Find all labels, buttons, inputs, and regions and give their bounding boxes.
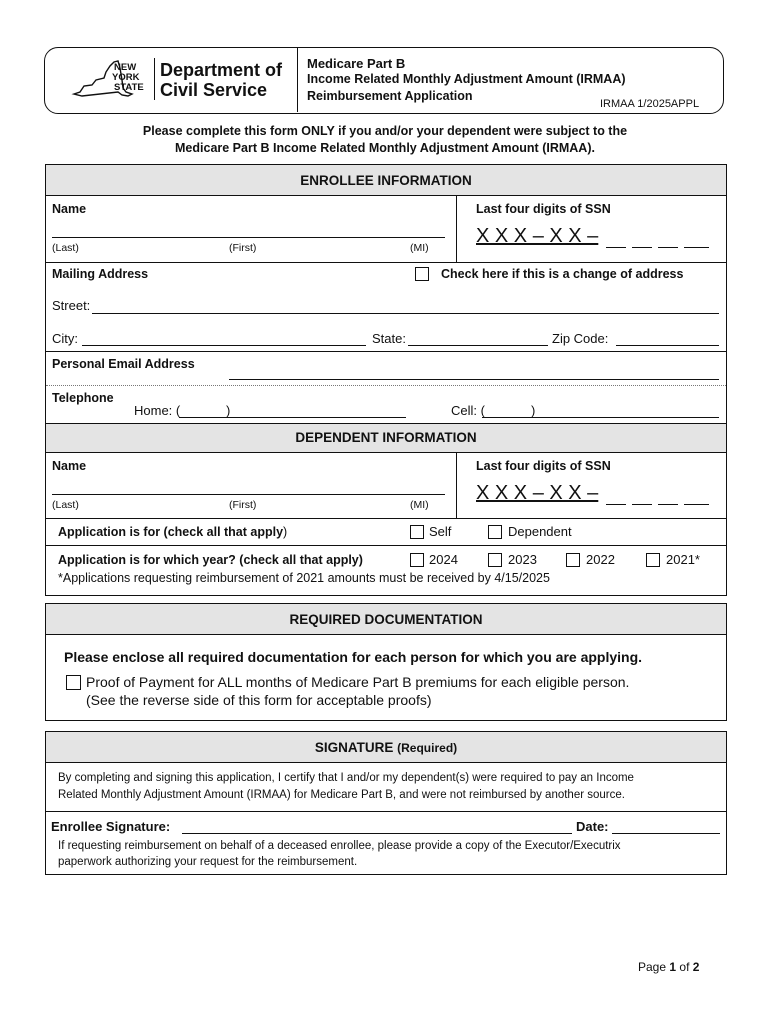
dependent-ssn-digit-3[interactable] bbox=[658, 504, 678, 505]
dependent-ssn-digit-4[interactable] bbox=[684, 504, 709, 505]
proof-of-payment-line1: Proof of Payment for ALL months of Medicare Part B premiums for each eligible person. bbox=[86, 674, 630, 690]
certify-line2: Related Monthly Adjustment Amount (IRMAA) for Medicare Part B, and were not reimbursed by another source. bbox=[58, 789, 625, 801]
dependent-mi-caption: (MI) bbox=[410, 499, 429, 511]
page-current: 1 bbox=[669, 960, 677, 974]
date-label: Date: bbox=[576, 819, 609, 834]
enrollee-ssn-divider bbox=[456, 195, 457, 262]
change-of-address-label: Check here if this is a change of address bbox=[441, 267, 684, 281]
dependent-header bbox=[46, 423, 726, 453]
form-code: IRMAA 1/2025APPL bbox=[600, 98, 700, 110]
dependent-ssn-label: Last four digits of SSN bbox=[476, 459, 611, 473]
cell-phone-label: Cell: ( bbox=[451, 403, 485, 418]
email-field[interactable] bbox=[229, 379, 719, 380]
year-2022-checkbox[interactable] bbox=[566, 553, 580, 567]
state-field[interactable] bbox=[408, 345, 548, 346]
enrollee-ssn-digit-4[interactable] bbox=[684, 247, 709, 248]
dependent-ssn-digit-1[interactable] bbox=[606, 504, 626, 505]
form-subtitle-2: Reimbursement Application bbox=[307, 89, 473, 103]
page-of: of bbox=[679, 960, 690, 974]
email-row-bottom bbox=[46, 385, 726, 386]
year-2023-checkbox[interactable] bbox=[488, 553, 502, 567]
proof-of-payment-line2: (See the reverse side of this form for acceptable proofs) bbox=[86, 692, 432, 708]
dependent-ssn-divider bbox=[456, 452, 457, 518]
date-field[interactable] bbox=[612, 833, 720, 834]
application-for-label bbox=[58, 525, 287, 539]
enrollee-name-row-bottom bbox=[46, 262, 726, 263]
enrollee-signature-label: Enrollee Signature: bbox=[51, 819, 171, 834]
logo-state: STATE bbox=[114, 82, 144, 93]
enrollee-ssn-digit-3[interactable] bbox=[658, 247, 678, 248]
deceased-note-line1: If requesting reimbursement on behalf of a deceased enrollee, please provide a copy of the Executor/Executrix bbox=[58, 840, 621, 852]
agency-name-line1: Department of bbox=[160, 60, 283, 80]
year-2023-label: 2023 bbox=[508, 552, 537, 567]
year-2022-label: 2022 bbox=[586, 552, 615, 567]
street-field[interactable] bbox=[92, 313, 719, 314]
email-label: Personal Email Address bbox=[52, 357, 195, 371]
home-phone-close: ) bbox=[226, 403, 231, 418]
enrollee-name-label: Name bbox=[52, 202, 87, 216]
city-row-bottom bbox=[46, 351, 726, 352]
enrollee-ssn-digit-1[interactable] bbox=[606, 247, 626, 248]
self-label: Self bbox=[429, 524, 452, 539]
intro-line-1: Please complete this form ONLY if you and/or your dependent were subject to the bbox=[142, 124, 628, 138]
signature-title bbox=[46, 740, 726, 755]
deceased-note-line2: paperwork authorizing your request for the reimbursement. bbox=[58, 856, 358, 868]
year-2021-label: 2021* bbox=[666, 552, 700, 567]
zip-label: Zip Code: bbox=[552, 331, 609, 346]
logo-new: NEW bbox=[114, 62, 137, 73]
page-number bbox=[638, 960, 699, 974]
cell-phone-field[interactable] bbox=[482, 417, 719, 418]
state-label: State: bbox=[372, 331, 406, 346]
year-2024-checkbox[interactable] bbox=[410, 553, 424, 567]
enrollee-name-field[interactable] bbox=[52, 237, 445, 238]
application-for-close: ) bbox=[283, 525, 288, 539]
enrollee-mi-caption: (MI) bbox=[410, 242, 429, 254]
enrollee-header bbox=[46, 165, 726, 196]
city-label: City: bbox=[52, 331, 78, 346]
form-title: Medicare Part B bbox=[307, 56, 406, 71]
dependent-name-field[interactable] bbox=[52, 494, 445, 495]
enrollee-ssn-mask: X X X – X X – bbox=[476, 225, 599, 247]
change-of-address-checkbox[interactable] bbox=[415, 267, 429, 281]
page-prefix: Page bbox=[638, 960, 667, 974]
self-checkbox[interactable] bbox=[410, 525, 424, 539]
required-docs-title: REQUIRED DOCUMENTATION bbox=[289, 612, 483, 627]
certify-row-bottom bbox=[46, 811, 726, 812]
year-2024-label: 2024 bbox=[429, 552, 458, 567]
agency-name-line2: Civil Service bbox=[160, 80, 268, 100]
zip-field[interactable] bbox=[616, 345, 719, 346]
cell-phone-close: ) bbox=[531, 403, 536, 418]
home-phone-label: Home: ( bbox=[134, 403, 181, 418]
proof-of-payment-checkbox[interactable] bbox=[66, 675, 81, 690]
home-phone-field[interactable] bbox=[179, 417, 406, 418]
dependent-last-caption: (Last) bbox=[52, 499, 79, 511]
dependent-ssn-digit-2[interactable] bbox=[632, 504, 652, 505]
header-divider bbox=[297, 48, 298, 112]
required-docs-box bbox=[45, 603, 727, 721]
street-label: Street: bbox=[52, 298, 91, 313]
city-field[interactable] bbox=[82, 345, 366, 346]
required-docs-header bbox=[46, 604, 726, 635]
application-for-row-bottom bbox=[46, 545, 726, 546]
dependent-section-title: DEPENDENT INFORMATION bbox=[295, 430, 477, 445]
year-2021-checkbox[interactable] bbox=[646, 553, 660, 567]
logo-york: YORK bbox=[112, 72, 140, 83]
intro-line-2: Medicare Part B Income Related Monthly Adjustment Amount (IRMAA). bbox=[175, 141, 595, 155]
enrollee-ssn-digit-2[interactable] bbox=[632, 247, 652, 248]
dependent-first-caption: (First) bbox=[229, 499, 257, 511]
signature-title-text: SIGNATURE bbox=[314, 740, 394, 755]
year-note: *Applications requesting reimbursement of 2021 amounts must be received by 4/15/2025 bbox=[58, 571, 550, 585]
enrollee-first-caption: (First) bbox=[229, 242, 257, 254]
form-subtitle-1: Income Related Monthly Adjustment Amount (IRMAA) bbox=[307, 72, 626, 86]
ny-state-logo bbox=[70, 58, 150, 102]
logo-divider bbox=[154, 58, 155, 100]
signature-box bbox=[45, 731, 727, 875]
enrollee-section-title: ENROLLEE INFORMATION bbox=[300, 173, 472, 188]
enrollee-signature-field[interactable] bbox=[182, 833, 572, 834]
required-docs-instruction: Please enclose all required documentation for each person for which you are applying. bbox=[64, 649, 643, 665]
enrollee-ssn-label: Last four digits of SSN bbox=[476, 202, 611, 216]
dependent-ssn-mask: X X X – X X – bbox=[476, 482, 599, 504]
dependent-name-row-bottom bbox=[46, 518, 726, 519]
dependent-name-label: Name bbox=[52, 459, 87, 473]
info-box bbox=[45, 164, 727, 596]
certify-line1: By completing and signing this application, I certify that I and/or my dependent(s) were required to pay an Income bbox=[58, 772, 634, 784]
enrollee-last-caption: (Last) bbox=[52, 242, 79, 254]
page-total: 2 bbox=[692, 960, 700, 974]
year-label: Application is for which year? (check all that apply) bbox=[58, 553, 363, 567]
application-for-text: Application is for (check all that apply bbox=[58, 525, 284, 539]
signature-header bbox=[46, 732, 726, 763]
mailing-address-label: Mailing Address bbox=[52, 267, 149, 281]
signature-title-suffix: (Required) bbox=[397, 741, 458, 755]
dependent-checkbox[interactable] bbox=[488, 525, 502, 539]
telephone-label: Telephone bbox=[52, 391, 114, 405]
dependent-label: Dependent bbox=[508, 524, 572, 539]
